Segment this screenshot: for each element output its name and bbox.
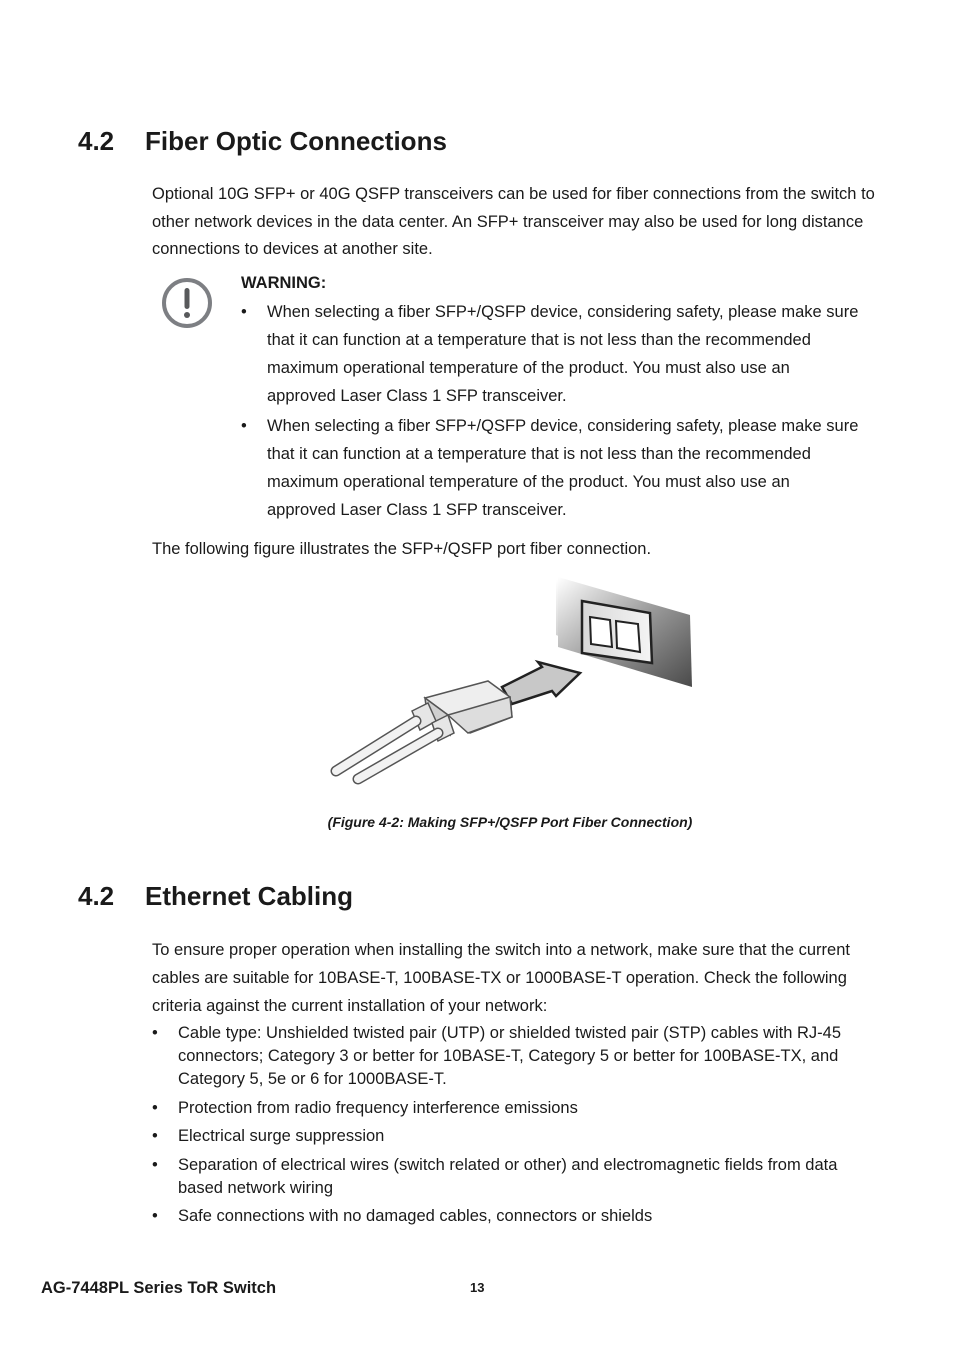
section-heading-fiber	[78, 126, 447, 157]
ethernet-intro-paragraph: To ensure proper operation when installing the switch into a network, make sure that the current cables are suitable for 10BASE-T, 100BASE-TX or 1000BASE-T operation. Check the following criteria against the current installation of your network:	[152, 941, 850, 1015]
section-number: 4.2	[78, 126, 115, 156]
criteria-item: • Protection from radio frequency interference emissions	[152, 1097, 877, 1120]
section-heading-ethernet	[78, 881, 353, 912]
fiber-connection-figure	[320, 575, 700, 790]
warning-list	[241, 298, 861, 526]
warning-item: • When selecting a fiber SFP+/QSFP device, considering safety, please make sure that it can function at a temperature that is not less than the recommended maximum operational temperature of the product. You must also use an approved Laser Class 1 SFP transceiver.	[241, 412, 861, 524]
warning-title: WARNING:	[241, 274, 327, 292]
warning-item: • When selecting a fiber SFP+/QSFP device, considering safety, please make sure that it can function at a temperature that is not less than the recommended maximum operational temperature of the product. You must also use an approved Laser Class 1 SFP transceiver.	[241, 298, 861, 410]
figure-caption: (Figure 4-2: Making SFP+/QSFP Port Fiber Connection)	[327, 814, 693, 830]
criteria-item: • Electrical surge suppression	[152, 1125, 877, 1148]
criteria-item: • Separation of electrical wires (switch related or other) and electromagnetic fields from data based network wiring	[152, 1154, 877, 1200]
exclamation-circle-icon	[160, 277, 214, 331]
section-title: Ethernet Cabling	[145, 881, 354, 911]
criteria-item: • Cable type: Unshielded twisted pair (UTP) or shielded twisted pair (STP) cables with RJ-45 connectors; Category 3 or better for 10BASE-T, Category 5 or better for 100BASE-TX, and Category 5, 5e or 6 for 1000BASE-T.	[152, 1022, 877, 1091]
criteria-list	[152, 1022, 877, 1234]
footer-product-name: AG-7448PL Series ToR Switch	[41, 1279, 277, 1297]
criteria-item: • Safe connections with no damaged cables, connectors or shields	[152, 1205, 877, 1228]
figure-intro: The following figure illustrates the SFP+/QSFP port fiber connection.	[152, 540, 652, 558]
page-number: 13	[470, 1280, 485, 1295]
section-number: 4.2	[78, 881, 115, 911]
section-title: Fiber Optic Connections	[145, 126, 447, 156]
fiber-intro-paragraph: Optional 10G SFP+ or 40G QSFP transceivers can be used for fiber connections from the switch to other network devices in the data center. An SFP+ transceiver may also be used for long distance connections to devices at another site.	[152, 185, 875, 258]
